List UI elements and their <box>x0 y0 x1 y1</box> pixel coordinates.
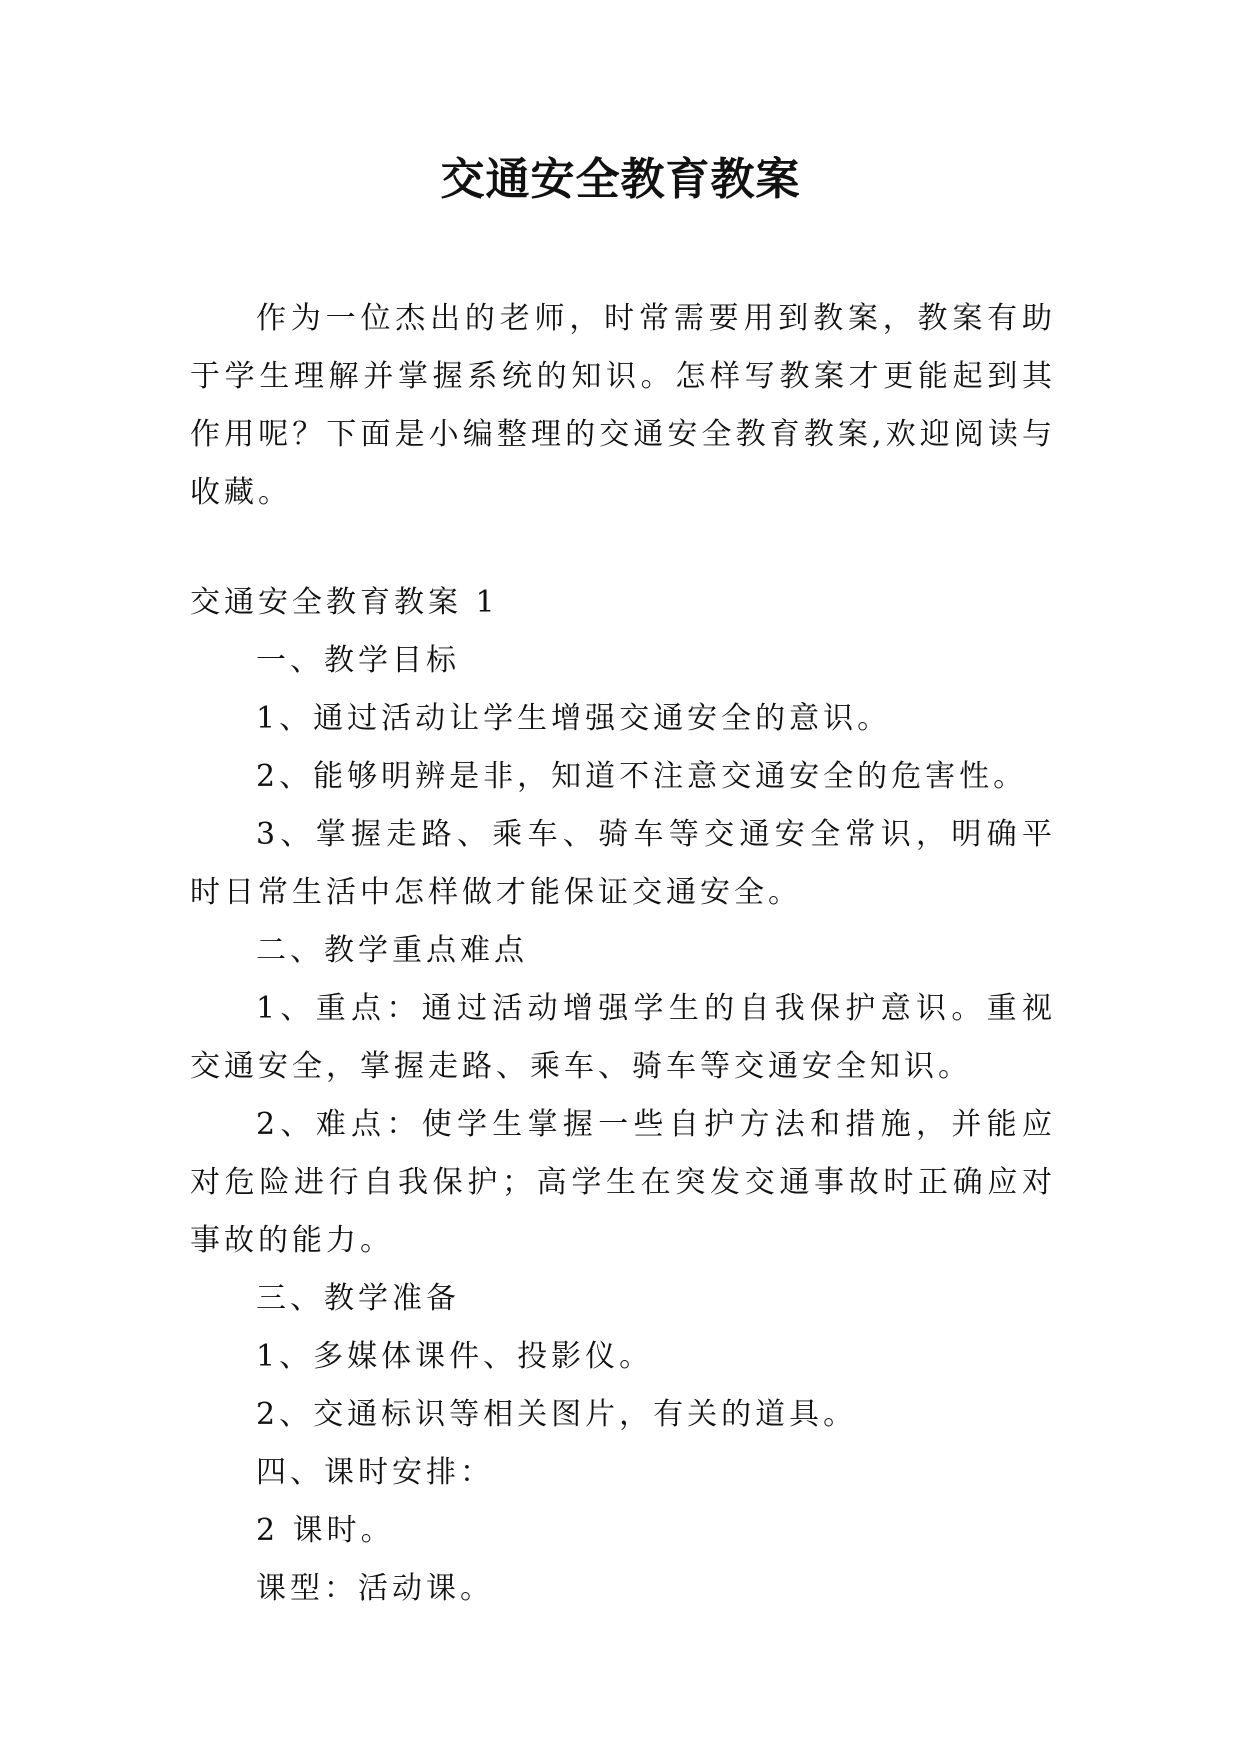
preparation-item-1: 1、多媒体课件、投影仪。 <box>256 1339 654 1374</box>
key-point-item-2: 2、难点：使学生掌握一些自护方法和措施，并能应对危险进行自我保护；高学生在突发交通事故时正确应对事故的能力。 <box>190 1107 1056 1258</box>
document-title: 交通安全教育教案 <box>440 154 801 205</box>
heading-schedule: 四、课时安排： <box>256 1455 494 1490</box>
intro-paragraph: 作为一位杰出的老师，时常需要用到教案，教案有助于学生理解并掌握系统的知识。怎样写教案才更能起到其作用呢？下面是小编整理的交通安全教育教案,欢迎阅读与收藏。 <box>190 301 1056 510</box>
document-body <box>190 290 1056 1618</box>
key-point-item-1: 1、重点：通过活动增强学生的自我保护意识。重视交通安全，掌握走路、乘车、骑车等交通安全知识。 <box>190 991 1056 1084</box>
schedule-type: 课型：活动课。 <box>256 1571 494 1606</box>
heading-preparation: 三、教学准备 <box>256 1281 460 1316</box>
goal-item-1: 1、通过活动让学生增强交通安全的意识。 <box>256 701 892 736</box>
goal-item-2: 2、能够明辨是非，知道不注意交通安全的危害性。 <box>256 759 1028 794</box>
heading-key-points: 二、教学重点难点 <box>256 933 528 968</box>
section-heading: 交通安全教育教案 1 <box>190 585 499 620</box>
preparation-item-2: 2、交通标识等相关图片，有关的道具。 <box>256 1397 858 1432</box>
heading-teaching-goals: 一、教学目标 <box>256 643 460 678</box>
schedule-hours: 2 课时。 <box>256 1513 395 1548</box>
goal-item-3: 3、掌握走路、乘车、骑车等交通安全常识，明确平时日常生活中怎样做才能保证交通安全。 <box>190 817 1056 910</box>
